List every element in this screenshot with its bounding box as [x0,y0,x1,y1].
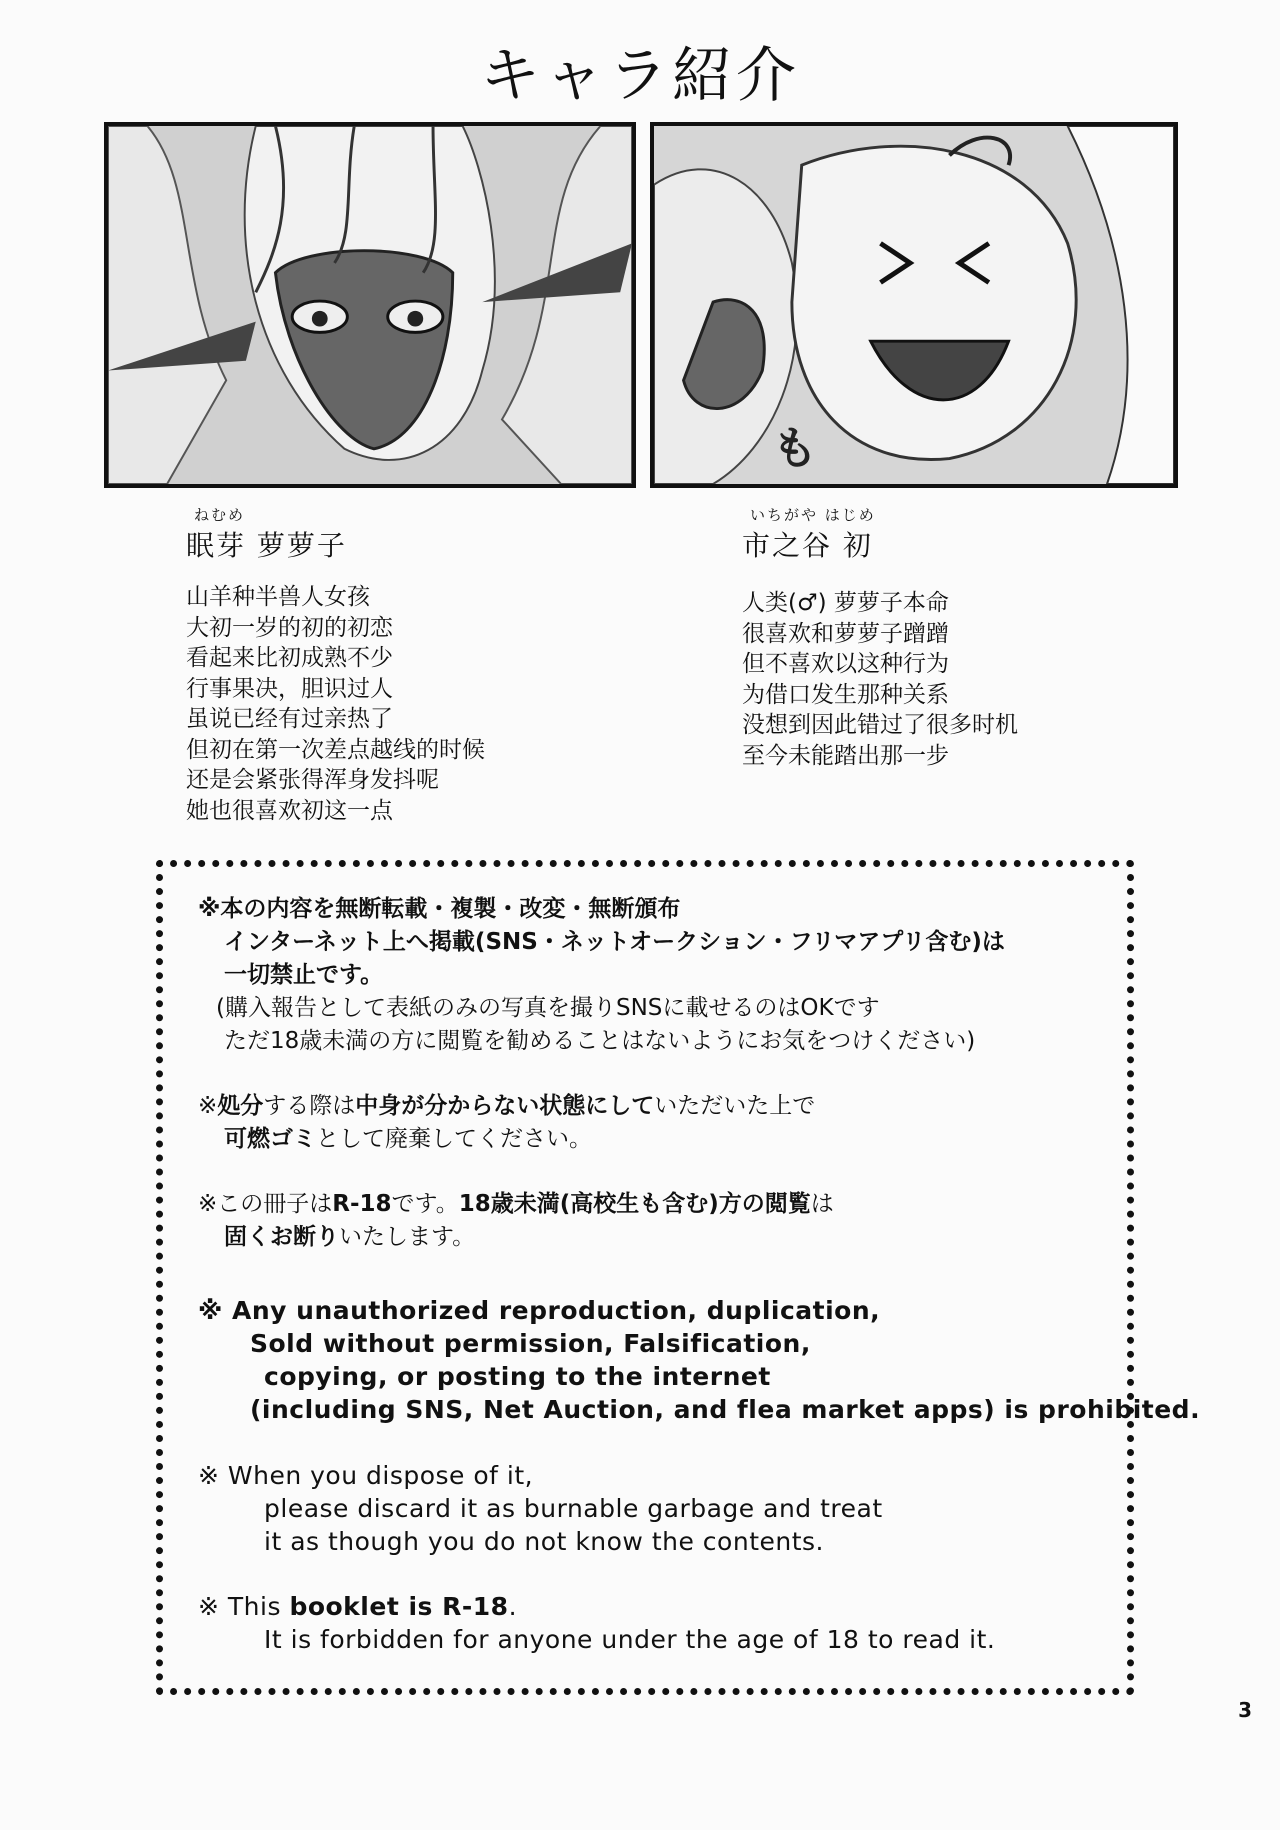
character-illustration-nemume [104,122,636,488]
notice-line: 一切禁止です。 [224,962,384,988]
profile-line: 虽说已经有过亲热了 [186,706,393,732]
profile-line: 她也很喜欢初这一点 [186,797,393,824]
profile-line: 但初在第一次差点越线的时候 [186,736,485,763]
notice-text: いたします。 [339,1224,476,1250]
notice-en-r18 [198,1590,995,1656]
notice-line: ただ18歳未満の方に閲覧を勧めることはないようにお気をつけください) [224,1028,976,1054]
character-name-block-1 [186,504,347,564]
character-name: 眠芽 萝萝子 [186,529,347,562]
profile-line: 行事果决，胆识过人 [186,675,393,702]
character-profile-2 [742,588,1018,771]
notice-jp-reproduction [198,893,1005,1058]
notice-text: ※ This [198,1592,290,1621]
profile-line: 没想到因此错过了很多时机 [742,712,1018,738]
notice-line: ※本の内容を無断転載・複製・改変・無断頒布 [198,896,681,922]
notice-emphasis: booklet is R-18 [289,1592,509,1621]
notice-line: インターネット上へ掲載(SNS・ネットオークション・フリマアプリ含む)は [224,929,1005,955]
notice-text: です。 [391,1191,459,1217]
notice-line: it as though you do not know the contents. [264,1527,824,1556]
notice-text: ※ [198,1093,218,1119]
svg-text:も: も [772,421,818,475]
profile-line: 大初一岁的初的初恋 [186,614,393,641]
notice-emphasis: 中身が分からない状態にして [355,1093,655,1119]
notice-emphasis: R-18 [332,1191,392,1217]
profile-line: 至今未能踏出那一步 [742,742,949,769]
character-name: 市之谷 初 [742,529,873,562]
notice-emphasis: 固くお断り [224,1224,339,1250]
notice-line: please discard it as burnable garbage and treat [264,1494,883,1523]
notice-line: (購入報告として表紙のみの写真を撮りSNSに載せるのはOKです [216,995,880,1021]
page-number: 3 [1238,1698,1252,1722]
page-title: キャラ紹介 [480,41,800,111]
character-name-block-2 [742,504,876,564]
notice-line: copying, or posting to the internet [264,1362,771,1391]
profile-line: 山羊种半兽人女孩 [186,584,370,610]
profile-line: 为借口发生那种关系 [742,681,949,708]
profile-line: 很喜欢和萝萝子蹭蹭 [742,620,949,647]
profile-line: 看起来比初成熟不少 [186,645,393,671]
notice-emphasis: 18歳未満(高校生も含む)方の閲覧 [458,1191,811,1217]
notice-text: は [810,1191,834,1217]
notice-en-disposal [198,1459,883,1558]
notice-text: する際は [263,1093,356,1119]
profile-line: 人类(♂) 萝萝子本命 [742,590,949,616]
notice-jp-r18 [198,1188,834,1254]
profile-line: 还是会紧张得浑身发抖呢 [186,767,439,793]
character-profile-1 [186,582,485,826]
notice-text: いただいた上で [654,1093,816,1119]
character-name-ruby: ねむめ [194,506,246,524]
notice-line: It is forbidden for anyone under the age of 18 to read it. [264,1625,996,1654]
notice-line: ※ Any unauthorized reproduction, duplication, [198,1296,881,1325]
notice-text: . [508,1592,518,1621]
profile-line: 但不喜欢以这种行为 [742,651,949,677]
notice-jp-disposal [198,1090,815,1156]
notice-line: Sold without permission, Falsification, [250,1329,811,1358]
notice-emphasis: 処分 [217,1093,264,1119]
notice-text: ※この冊子は [198,1191,333,1217]
character-illustration-hajime [650,122,1178,488]
notice-emphasis: 可燃ゴミ [224,1126,316,1152]
notice-text: として廃棄してください。 [316,1126,592,1152]
notice-en-reproduction [198,1294,1200,1426]
character-name-ruby: いちがや はじめ [750,506,876,524]
notice-line: ※ When you dispose of it, [198,1461,534,1490]
notice-line: (including SNS, Net Auction, and flea market apps) is prohibited. [250,1395,1201,1424]
